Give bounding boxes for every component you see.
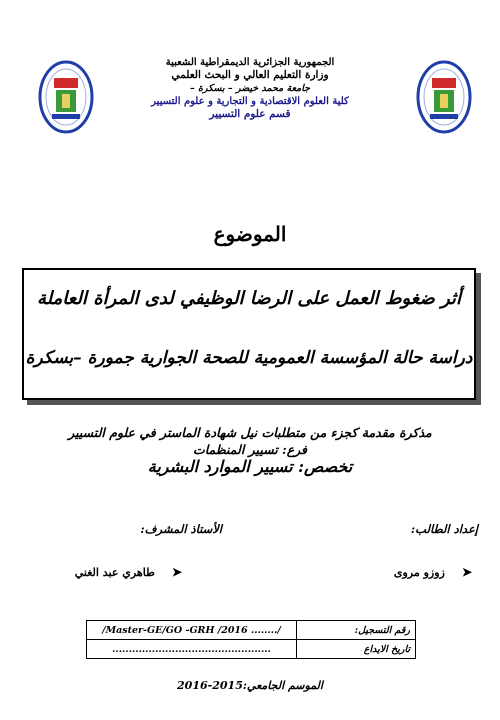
table-row (87, 640, 416, 659)
university-logo-right (416, 60, 472, 134)
bullet-arrow-icon: ➤ (461, 565, 472, 579)
case-study-title: دراسة حالة المؤسسة العمومية للصحة الجوارية جمورة –بسكرة (25, 348, 473, 368)
deposit-date-value: ................................................ (87, 640, 297, 659)
student-label: إعداد الطالب: (410, 522, 478, 536)
registration-number-label: رقم التسجيل: (297, 621, 416, 640)
subject-label: الموضوع (213, 222, 287, 246)
thesis-title-box (22, 268, 476, 400)
registration-number-value: /Master-GE/GO -GRH /2016 ......../ (87, 621, 297, 640)
supervisor-label: الأستاذ المشرف: (140, 522, 222, 536)
memo-branch: فرع: تسيير المنظمات (192, 442, 308, 457)
bullet-arrow-icon: ➤ (171, 565, 182, 579)
student-name: زوزو مروى (393, 566, 445, 579)
memo-description (0, 424, 500, 475)
table-row (87, 621, 416, 640)
deposit-date-label: تاريخ الايداع (297, 640, 416, 659)
thesis-title: أثر ضغوط العمل على الرضا الوظيفي لدى المرأة العاملة (37, 288, 461, 309)
memo-specialty: تخصص: تسيير الموارد البشرية (147, 457, 353, 476)
supervisor-entry (75, 561, 182, 580)
academic-year: الموسم الجامعي:2015-2016 (177, 679, 323, 692)
institution-header (90, 56, 410, 121)
registration-table (86, 620, 416, 659)
memo-purpose: مذكرة مقدمة كجزء من متطلبات نيل شهادة الماستر في علوم التسيير (68, 425, 432, 440)
student-entry (394, 561, 472, 580)
university-name: جامعة محمد خيضر – بسكرة – (189, 83, 311, 94)
department-name: قسم علوم التسيير (209, 108, 291, 120)
university-logo-left (38, 60, 94, 134)
ministry-name: وزارة التعليم العالي و البحث العلمي (171, 69, 329, 81)
faculty-name: كلية العلوم الاقتصادية و التجارية و علوم التسيير (151, 96, 349, 107)
republic-name: الجمهورية الجزائرية الديمقراطية الشعبية (165, 57, 335, 68)
supervisor-name: طاهري عبد الغني (74, 566, 155, 579)
